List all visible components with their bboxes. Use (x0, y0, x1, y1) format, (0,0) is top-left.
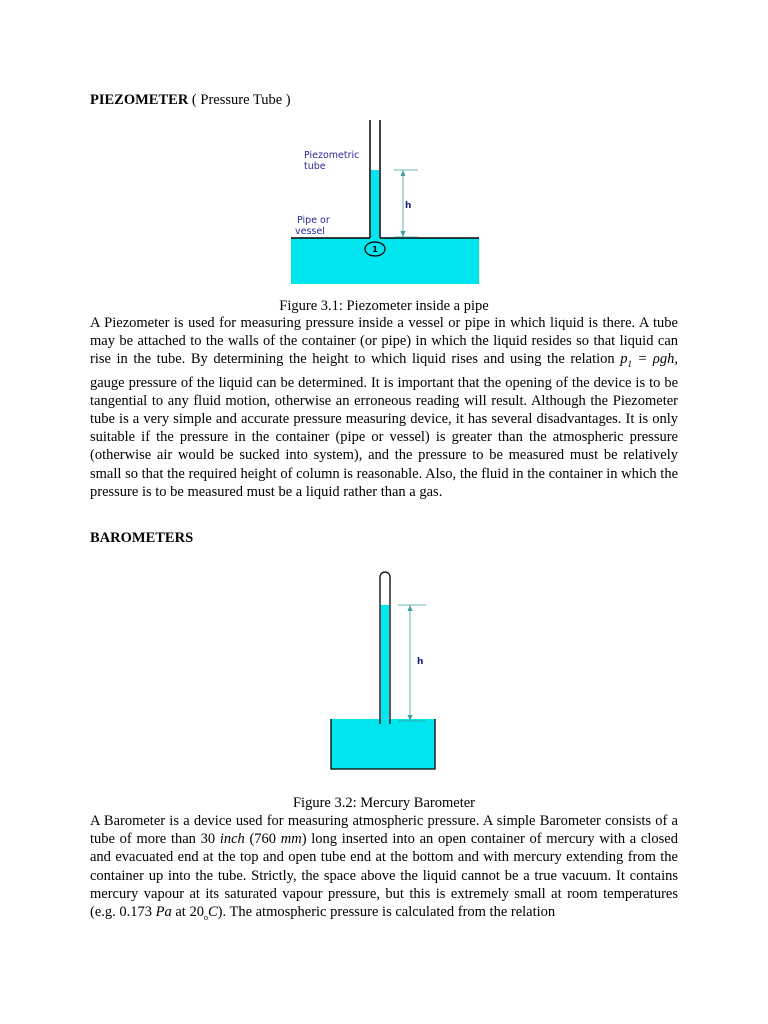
vessel-label-line1: Pipe or (297, 215, 330, 226)
section-heading-barometers: BAROMETERS (90, 530, 194, 546)
barometer-text-3: ) long inserted into an open container of mercury with a closed and evacuated end at the top and open tube end at the bottom and with mercury extending from the container up into the tube. Strictly, the space above the liquid cannot be a true vacuum. It contains mercury vapour at its saturated vapour pressure, but this is extremely small at room temperatures (e.g. 0.173 (90, 831, 678, 921)
degree-mark: o (203, 912, 208, 922)
point-1-label: 1 (372, 245, 378, 254)
barometer-text-5: ). The atmospheric pressure is calculated from the relation (217, 904, 556, 921)
formula-p: p (620, 351, 628, 368)
formula-rest: = ρgh (631, 351, 675, 368)
tube-liquid (371, 170, 379, 240)
tube-mercury (381, 605, 389, 721)
unit-mm: mm (280, 831, 302, 848)
piezometer-paragraph (90, 314, 678, 501)
figure-3-1-caption: Figure 3.1: Piezometer inside a pipe (279, 298, 489, 314)
piezometer-text-part2: , gauge pressure of the liquid can be determined. It is important that the opening of the device is to be tangential to any fluid motion, otherwise an erroneous reading will result. Although the Piezometer tube is a very simple and accurate pressure measuring device, it has several disadvantages. It is only suitable if the pressure in the container (pipe or vessel) is greater than the atmospheric pressure (otherwise air would be sucked into system), and the pressure to be measured must be relatively small so that the required height of column is reasonable. Also, the fluid in the container in which the pressure is to be measured must be a liquid rather than a gas. (90, 351, 678, 500)
figure-3-2-caption: Figure 3.2: Mercury Barometer (292, 795, 475, 811)
barometer-text-4: at 20 (171, 904, 204, 921)
tube-label-line1: Piezometric (304, 150, 360, 161)
piezometer-figure (288, 112, 484, 290)
barometer-text-1: A Barometer is a device used for measuring atmospheric pressure. A simple Barometer consists of a tube of more than 30 (90, 813, 678, 848)
formula-subscript: 1 (627, 359, 632, 370)
unit-inch: inch (219, 831, 245, 848)
vessel-label-line2: vessel (295, 226, 325, 237)
pipe-liquid (291, 238, 479, 284)
heading-bold: PIEZOMETER (90, 92, 189, 108)
heading-subtitle: ( Pressure Tube ) (188, 92, 291, 108)
h-label: h (405, 201, 412, 211)
container-liquid (331, 719, 435, 769)
unit-celsius: C (207, 904, 218, 921)
unit-pa: Pa (155, 904, 172, 921)
tube-label-line2: tube (304, 161, 326, 172)
piezometer-text-part1: A Piezometer is used for measuring pressure inside a vessel or pipe in which liquid is there. A tube may be attached to the walls of the container (or pipe) in which the liquid resides so that liquid can rise in the tube. By determining the height to which liquid rises and using the relation (90, 315, 678, 368)
barometer-text-2: (760 (244, 831, 281, 848)
barometer-figure (318, 562, 448, 776)
section-heading-piezometer (90, 92, 291, 109)
barometer-paragraph (90, 812, 678, 927)
h-label: h (417, 657, 424, 667)
